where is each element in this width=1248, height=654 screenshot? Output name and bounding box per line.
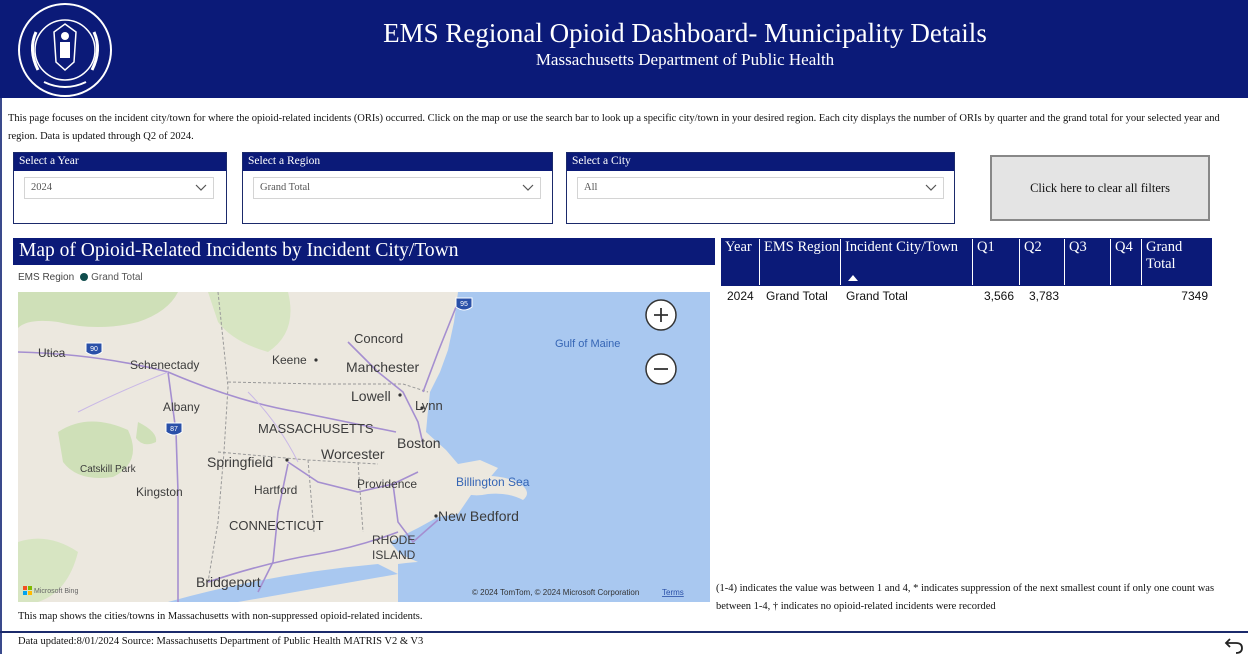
year-dropdown-value: 2024 <box>31 182 52 193</box>
shield-90-label: 90 <box>90 346 98 353</box>
back-arrow-icon[interactable] <box>1224 636 1244 654</box>
map-label-schenectady: Schenectady <box>130 358 200 372</box>
legend-label: EMS Region <box>18 272 75 283</box>
region-dropdown[interactable] <box>253 177 541 199</box>
column-header-q3[interactable]: Q3 <box>1065 239 1111 285</box>
column-header-ems-region[interactable]: EMS Region <box>760 239 841 285</box>
year-slicer <box>13 152 227 224</box>
footer-source: Data updated:8/01/2024 Source: Massachusetts Department of Public Health MATRIS V2 & V3 <box>18 636 424 647</box>
map-provider-label: Microsoft Bing <box>34 588 79 595</box>
map-label-albany: Albany <box>163 400 200 414</box>
legend-item: Grand Total <box>91 272 143 283</box>
map-label-massachusetts: MASSACHUSETTS <box>258 421 374 436</box>
region-dropdown-value: Grand Total <box>260 182 311 193</box>
map-attribution: © 2024 TomTom, © 2024 Microsoft Corporation <box>472 588 640 597</box>
page-subtitle: Massachusetts Department of Public Health <box>535 50 835 69</box>
interstate-87-icon <box>166 423 182 435</box>
cell-city: Grand Total <box>846 289 908 303</box>
table-footnote: (1-4) indicates the value was between 1 and 4, * indicates suppression of the next smallest count if only one count was between 1-4, † indicates no opioid-related incidents were recorded <box>716 583 1215 612</box>
cell-grand-total: 7349 <box>1181 289 1208 303</box>
column-header-city[interactable]: Incident City/Town <box>841 239 973 285</box>
map-label-gulf-of-maine: Gulf of Maine <box>555 338 621 350</box>
map-label-providence: Providence <box>357 477 418 491</box>
city-dropdown[interactable] <box>577 177 944 199</box>
map-caption: This map shows the cities/towns in Massachusetts with non-suppressed opioid-related incidents. <box>18 611 423 622</box>
region-slicer <box>242 152 553 224</box>
cell-q1: 3,566 <box>984 289 1015 303</box>
shield-95-label: 95 <box>460 301 468 308</box>
cell-region: Grand Total <box>766 289 828 303</box>
column-header-q2[interactable]: Q2 <box>1020 239 1065 285</box>
page-title: EMS Regional Opioid Dashboard- Municipality Details <box>383 18 987 48</box>
legend-dot-icon <box>80 273 88 281</box>
map-label-rhode: RHODE <box>372 533 416 547</box>
intro-text: This page focuses on the incident city/town for where the opioid-related incidents (ORIs) occurred. Click on the map or use the search bar to look up a specific city/town in your desired region. Each city displays the number of ORIs by quarter and the grand total for your selected year and region. Data is updated through Q2 of 2024. <box>8 113 1220 142</box>
zoom-out-button[interactable] <box>645 353 677 385</box>
cell-year: 2024 <box>727 289 754 303</box>
city-slicer <box>566 152 955 224</box>
map-label-worcester: Worcester <box>321 446 385 462</box>
dashboard-header <box>0 0 1248 98</box>
map-label-island: ISLAND <box>372 548 416 562</box>
clear-filters-button[interactable]: Click here to clear all filters <box>990 155 1210 221</box>
map-title: Map of Opioid-Related Incidents by Incident City/Town <box>13 238 715 265</box>
interstate-95-icon <box>456 298 472 310</box>
map-canvas[interactable] <box>18 292 710 602</box>
map-legend <box>18 272 143 283</box>
city-slicer-label: Select a City <box>567 153 954 171</box>
map-label-kingston: Kingston <box>136 485 183 499</box>
year-slicer-label: Select a Year <box>14 153 226 171</box>
map-label-lowell: Lowell <box>351 388 391 404</box>
map-label-billington-sea: Billington Sea <box>456 475 530 489</box>
footer-divider <box>0 631 1248 633</box>
map-label-boston: Boston <box>397 435 441 451</box>
map-label-manchester: Manchester <box>346 359 420 375</box>
map-label-utica: Utica <box>38 346 66 360</box>
left-border <box>0 98 2 654</box>
chevron-down-icon <box>522 182 534 192</box>
map-label-bridgeport: Bridgeport <box>196 574 261 590</box>
map-label-new-bedford: New Bedford <box>438 508 519 524</box>
column-header-q1[interactable]: Q1 <box>973 239 1020 285</box>
column-header-grand-total[interactable]: Grand Total <box>1146 239 1183 272</box>
map-label-keene: Keene <box>272 353 307 367</box>
cell-q2: 3,783 <box>1029 289 1060 303</box>
map-label-concord: Concord <box>354 331 404 346</box>
map-label-connecticut: CONNECTICUT <box>229 518 324 533</box>
shield-87-label: 87 <box>170 426 178 433</box>
zoom-in-button[interactable] <box>645 299 677 331</box>
map-label-lynn: Lynn <box>415 398 443 413</box>
table-header <box>721 238 1212 286</box>
region-slicer-label: Select a Region <box>243 153 552 171</box>
city-dropdown-value: All <box>584 182 598 193</box>
map-label-hartford: Hartford <box>254 483 298 497</box>
map-label-springfield: Springfield <box>207 454 274 470</box>
sort-ascending-icon <box>848 275 858 281</box>
chevron-down-icon <box>925 182 937 192</box>
map-terms-link[interactable]: Terms <box>662 588 684 597</box>
interstate-90-icon <box>86 343 102 355</box>
map-label-catskill-park: Catskill Park <box>80 464 136 475</box>
year-dropdown[interactable] <box>24 177 214 199</box>
column-header-q4[interactable]: Q4 <box>1111 239 1142 285</box>
column-header-year[interactable]: Year <box>721 239 760 285</box>
incident-map[interactable] <box>18 292 710 602</box>
chevron-down-icon <box>195 182 207 192</box>
